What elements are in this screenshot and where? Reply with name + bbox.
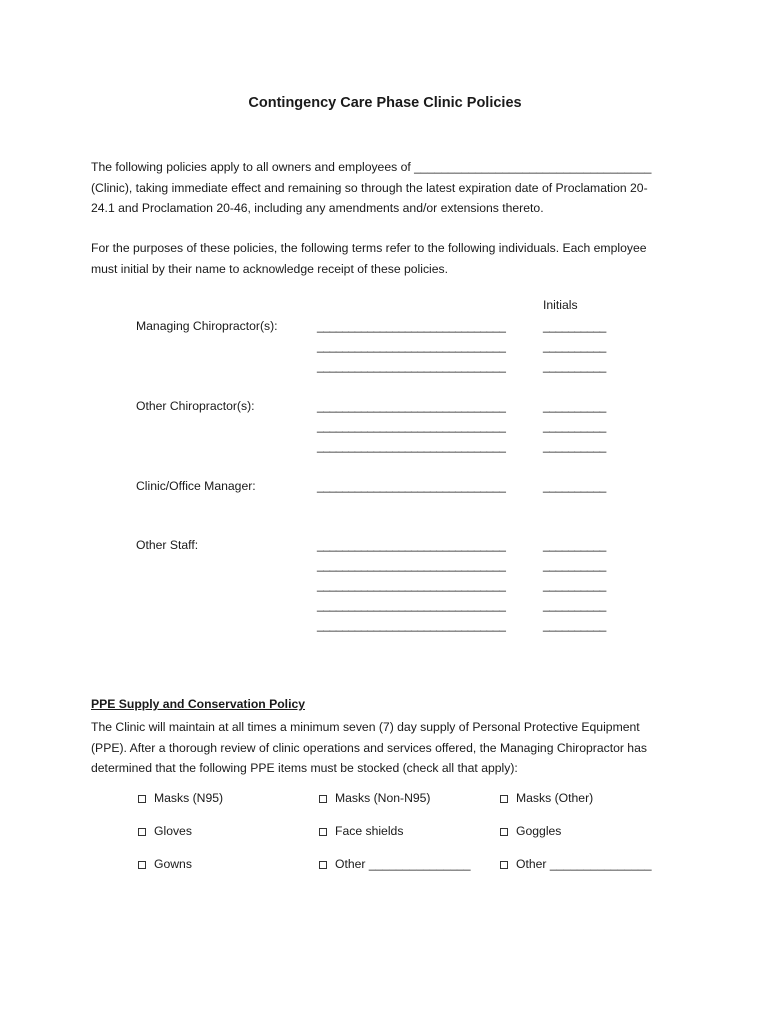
intro-paragraph xyxy=(91,157,691,219)
ppe-line: determined that the following PPE items must be stocked (check all that apply): xyxy=(91,761,518,775)
intro-line: (Clinic), taking immediate effect and remaining so through the latest expiration date of Proclamation 20- xyxy=(91,180,648,195)
checkbox-icon[interactable] xyxy=(319,861,327,869)
document-title: Contingency Care Phase Clinic Policies xyxy=(248,95,522,111)
name-blank[interactable]: ______________________________ xyxy=(317,538,506,552)
role-label-office-manager: Clinic/Office Manager: xyxy=(136,479,256,493)
intro-line: 24.1 and Proclamation 20-46, including any amendments and/or extensions thereto. xyxy=(91,201,544,215)
ppe-option-label: Masks (N95) xyxy=(154,791,224,805)
initials-blank[interactable]: __________ xyxy=(543,618,606,632)
name-blank[interactable]: ______________________________ xyxy=(317,359,506,373)
ppe-option-label: Masks (Non-N95) xyxy=(335,791,431,805)
checkbox-icon[interactable] xyxy=(138,861,146,869)
ppe-option-gowns[interactable] xyxy=(138,857,192,871)
checkbox-icon[interactable] xyxy=(500,795,508,803)
ppe-line: (PPE). After a thorough review of clinic operations and services offered, the Managing Chiropractor has xyxy=(91,740,647,755)
name-blank[interactable]: ______________________________ xyxy=(317,558,506,572)
name-blank[interactable]: ______________________________ xyxy=(317,578,506,592)
initials-heading: Initials xyxy=(543,298,578,312)
ppe-option-other-2[interactable] xyxy=(500,857,652,871)
name-blank[interactable]: ______________________________ xyxy=(317,618,506,632)
initials-blank[interactable]: __________ xyxy=(543,339,606,353)
ppe-option-other-1[interactable] xyxy=(319,857,471,871)
ppe-line: The Clinic will maintain at all times a minimum seven (7) day supply of Personal Protective Equipment xyxy=(91,720,640,734)
ppe-section-heading: PPE Supply and Conservation Policy xyxy=(91,697,306,711)
ppe-option-label: Gowns xyxy=(154,857,192,871)
name-blank[interactable]: ______________________________ xyxy=(317,419,506,433)
initials-blank[interactable]: __________ xyxy=(543,479,606,493)
ppe-option-goggles[interactable] xyxy=(500,824,561,838)
initials-blank[interactable]: __________ xyxy=(543,538,606,552)
ppe-option-label: Other _______________ xyxy=(516,857,652,871)
ppe-option-label: Masks (Other) xyxy=(516,791,594,805)
ppe-option-masks-n95[interactable] xyxy=(138,791,223,805)
checkbox-icon[interactable] xyxy=(500,861,508,869)
role-label-other-staff: Other Staff: xyxy=(136,538,199,552)
initials-blank[interactable]: __________ xyxy=(543,578,606,592)
ppe-option-face-shields[interactable] xyxy=(319,824,403,838)
name-blank[interactable]: ______________________________ xyxy=(317,598,506,612)
initials-blank[interactable]: __________ xyxy=(543,319,606,333)
checkbox-icon[interactable] xyxy=(138,828,146,836)
terms-line: For the purposes of these policies, the following terms refer to the following individuals. Each employee xyxy=(91,241,647,255)
role-label-other-chiropractor: Other Chiropractor(s): xyxy=(136,399,255,413)
terms-paragraph xyxy=(91,238,691,279)
intro-line: The following policies apply to all owners and employees of ___________________________________ xyxy=(91,160,652,174)
ppe-option-masks-non-n95[interactable] xyxy=(319,791,431,805)
ppe-option-label: Other _______________ xyxy=(335,857,471,871)
ppe-option-label: Face shields xyxy=(335,824,404,838)
terms-line: must initial by their name to acknowledge receipt of these policies. xyxy=(91,261,449,276)
checkbox-icon[interactable] xyxy=(319,795,327,803)
role-label-managing-chiropractor: Managing Chiropractor(s): xyxy=(136,319,278,333)
checkbox-icon[interactable] xyxy=(500,828,508,836)
name-blank[interactable]: ______________________________ xyxy=(317,479,506,493)
name-blank[interactable]: ______________________________ xyxy=(317,319,506,333)
initials-blank[interactable]: __________ xyxy=(543,598,606,612)
initials-blank[interactable]: __________ xyxy=(543,558,606,572)
initials-blank[interactable]: __________ xyxy=(543,359,606,373)
initials-blank[interactable]: __________ xyxy=(543,439,606,453)
ppe-option-masks-other[interactable] xyxy=(500,791,593,805)
name-blank[interactable]: ______________________________ xyxy=(317,339,506,353)
name-blank[interactable]: ______________________________ xyxy=(317,439,506,453)
initials-blank[interactable]: __________ xyxy=(543,419,606,433)
checkbox-icon[interactable] xyxy=(319,828,327,836)
ppe-option-label: Gloves xyxy=(154,824,192,838)
initials-blank[interactable]: __________ xyxy=(543,399,606,413)
ppe-option-label: Goggles xyxy=(516,824,562,838)
name-blank[interactable]: ______________________________ xyxy=(317,399,506,413)
ppe-paragraph xyxy=(91,717,691,779)
checkbox-icon[interactable] xyxy=(138,795,146,803)
ppe-option-gloves[interactable] xyxy=(138,824,192,838)
